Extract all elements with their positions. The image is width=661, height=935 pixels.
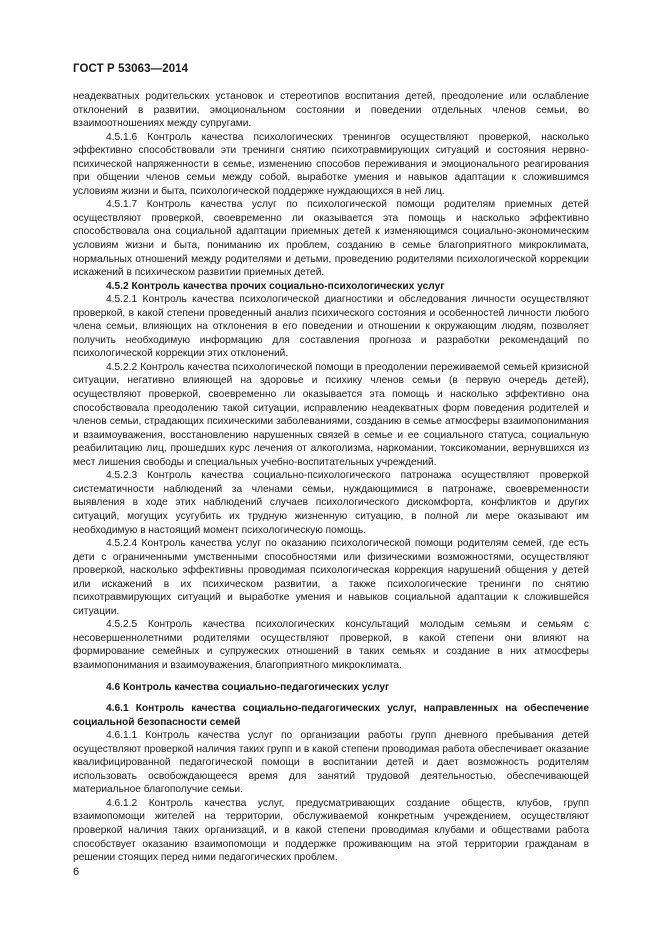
paragraph-4-6-1-2: 4.6.1.2 Контроль качества услуг, предусматривающих создание обществ, клубов, групп взаимопомощи жителей на территории, обслуживаемой конкретным учреждением, осуществляют проверкой наличия таких организаций, и в какой степени проводимая клубами и обществами работа способствует оказанию взаимопомощи и поддержке проживающим на этой территории гражданам в решении стоящих перед ними педагогических проблем. xyxy=(73,797,589,864)
paragraph-4-6-1-1: 4.6.1.1 Контроль качества услуг по организации работы групп дневного пребывания детей осуществляют проверкой наличия таких групп и в какой степени проводимая работа обеспечивает оказание квалифицированной педагогической помощи в воспитании детей и дает возможность родителям использовать освобождающееся время для занятий трудовой деятельностью, обеспечивающей материальное благополучие семьи. xyxy=(73,730,589,796)
paragraph-4-5-1-7: 4.5.1.7 Контроль качества услуг по психологической помощи родителям приемных детей осуществляют проверкой, своевременно ли оказывается эта помощь и насколько эффективно способствовала она социальной адаптации приемных детей к изменяющимся социально-экономическим условиям жизни и быта, пониманию их проблем, созданию в семье благоприятного микроклимата, нормальных отношений между родителями и детьми, проведению родителями психологической коррекции искажений в психическом развитии приемных детей. xyxy=(73,199,589,279)
section-heading-4-6-1: 4.6.1 Контроль качества социально-педагогических услуг, направленных на обеспечение социальной безопасности семей xyxy=(73,703,589,728)
page-number: 6 xyxy=(73,866,80,878)
section-heading-4-5-2: 4.5.2 Контроль качества прочих социально-психологических услуг xyxy=(106,280,445,292)
section-heading-4-6: 4.6 Контроль качества социально-педагогических услуг xyxy=(106,681,390,693)
paragraph-4-5-1-6: 4.5.1.6 Контроль качества психологических тренингов осуществляют проверкой, насколько эффективно способствовали эти тренинги снятию психотравмирующих ситуаций и состояния нервно-психической напряженности в семье, изменению способов переживания и эмоционального реагирования при общении членов семьи между собой, выработке умения и навыков адаптации к сложившимся условиям жизни и быта, психологической поддержке нуждающихся в ней лиц. xyxy=(73,131,589,197)
paragraph-4-5-2-5: 4.5.2.5 Контроль качества психологических консультаций молодым семьям и семьям с несовершеннолетними родителями осуществляют проверкой, в какой степени они влияют на формирование семейных и супружеских отношений в таких семьях и создание в них атмосферы взаимопонимания и взаимоуважения, благоприятного микроклимата. xyxy=(73,619,589,671)
paragraph-continuation: неадекватных родительских установок и стереотипов воспитания детей, преодоление или ослабление отклонений в развитии, эмоциональном состоянии и поведении отдельных членов семьи, во взаимоотношениях между супругами. xyxy=(73,91,589,130)
document-header: ГОСТ Р 53063—2014 xyxy=(73,63,189,75)
document-body xyxy=(73,90,589,865)
paragraph-4-5-2-4: 4.5.2.4 Контроль качества услуг по оказанию психологической помощи родителям семей, где есть дети с ограниченными умственными способностями или физическими возможностями, осуществляют проверкой, насколько эффективны проводимая психологическая коррекция нарушений общения у детей или искажений в их психическом развитии, а также психологические тренинги по снятию психотравмирующих ситуаций и выработке умения и навыков социальной адаптации к сложившейся ситуации. xyxy=(73,538,589,617)
paragraph-4-5-2-2: 4.5.2.2 Контроль качества психологической помощи в преодолении переживаемой семьей кризисной ситуации, негативно влияющей на здоровье и психику членов семьи (в первую очередь детей), осуществляют проверкой, своевременно ли оказывается эта помощь и насколько эффективно она способствовала преодолению такой ситуации, исправлению неадекватных форм поведения родителей и членов семьи, страдающих психическими заболеваниями, созданию в семье атмосферы взаимопонимания и взаимоуважения, восстановлению нарушенных связей в семье и ее социального статуса, социальную реабилитацию лиц, прошедших курс лечения от алкоголизма, наркомании, токсикомании, вернувшихся из мест лишения свободы и специальных учебно-воспитательных учреждений. xyxy=(73,361,589,468)
paragraph-4-5-2-3: 4.5.2.3 Контроль качества социально-психологического патронажа осуществляют проверкой систематичности наблюдений за членами семьи, нуждающимися в патронаже, своевременности выявления в ходе этих наблюдений случаев психологического дискомфорта, конфликтов и других ситуаций, могущих усугубить их трудную жизненную ситуацию, в полной ли мере оказывают им необходимую в настоящий момент психологическую помощь. xyxy=(73,470,589,536)
paragraph-4-5-2-1: 4.5.2.1 Контроль качества психологической диагностики и обследования личности осуществляют проверкой, в какой степени проведенный анализ психического состояния и особенностей личности любого члена семьи, влияющих на отклонения в его поведении и отношении к окружающим людям, позволяет получить необходимую информацию для составления прогноза и разработки рекомендаций по психологической коррекции этих отклонений. xyxy=(73,294,589,360)
